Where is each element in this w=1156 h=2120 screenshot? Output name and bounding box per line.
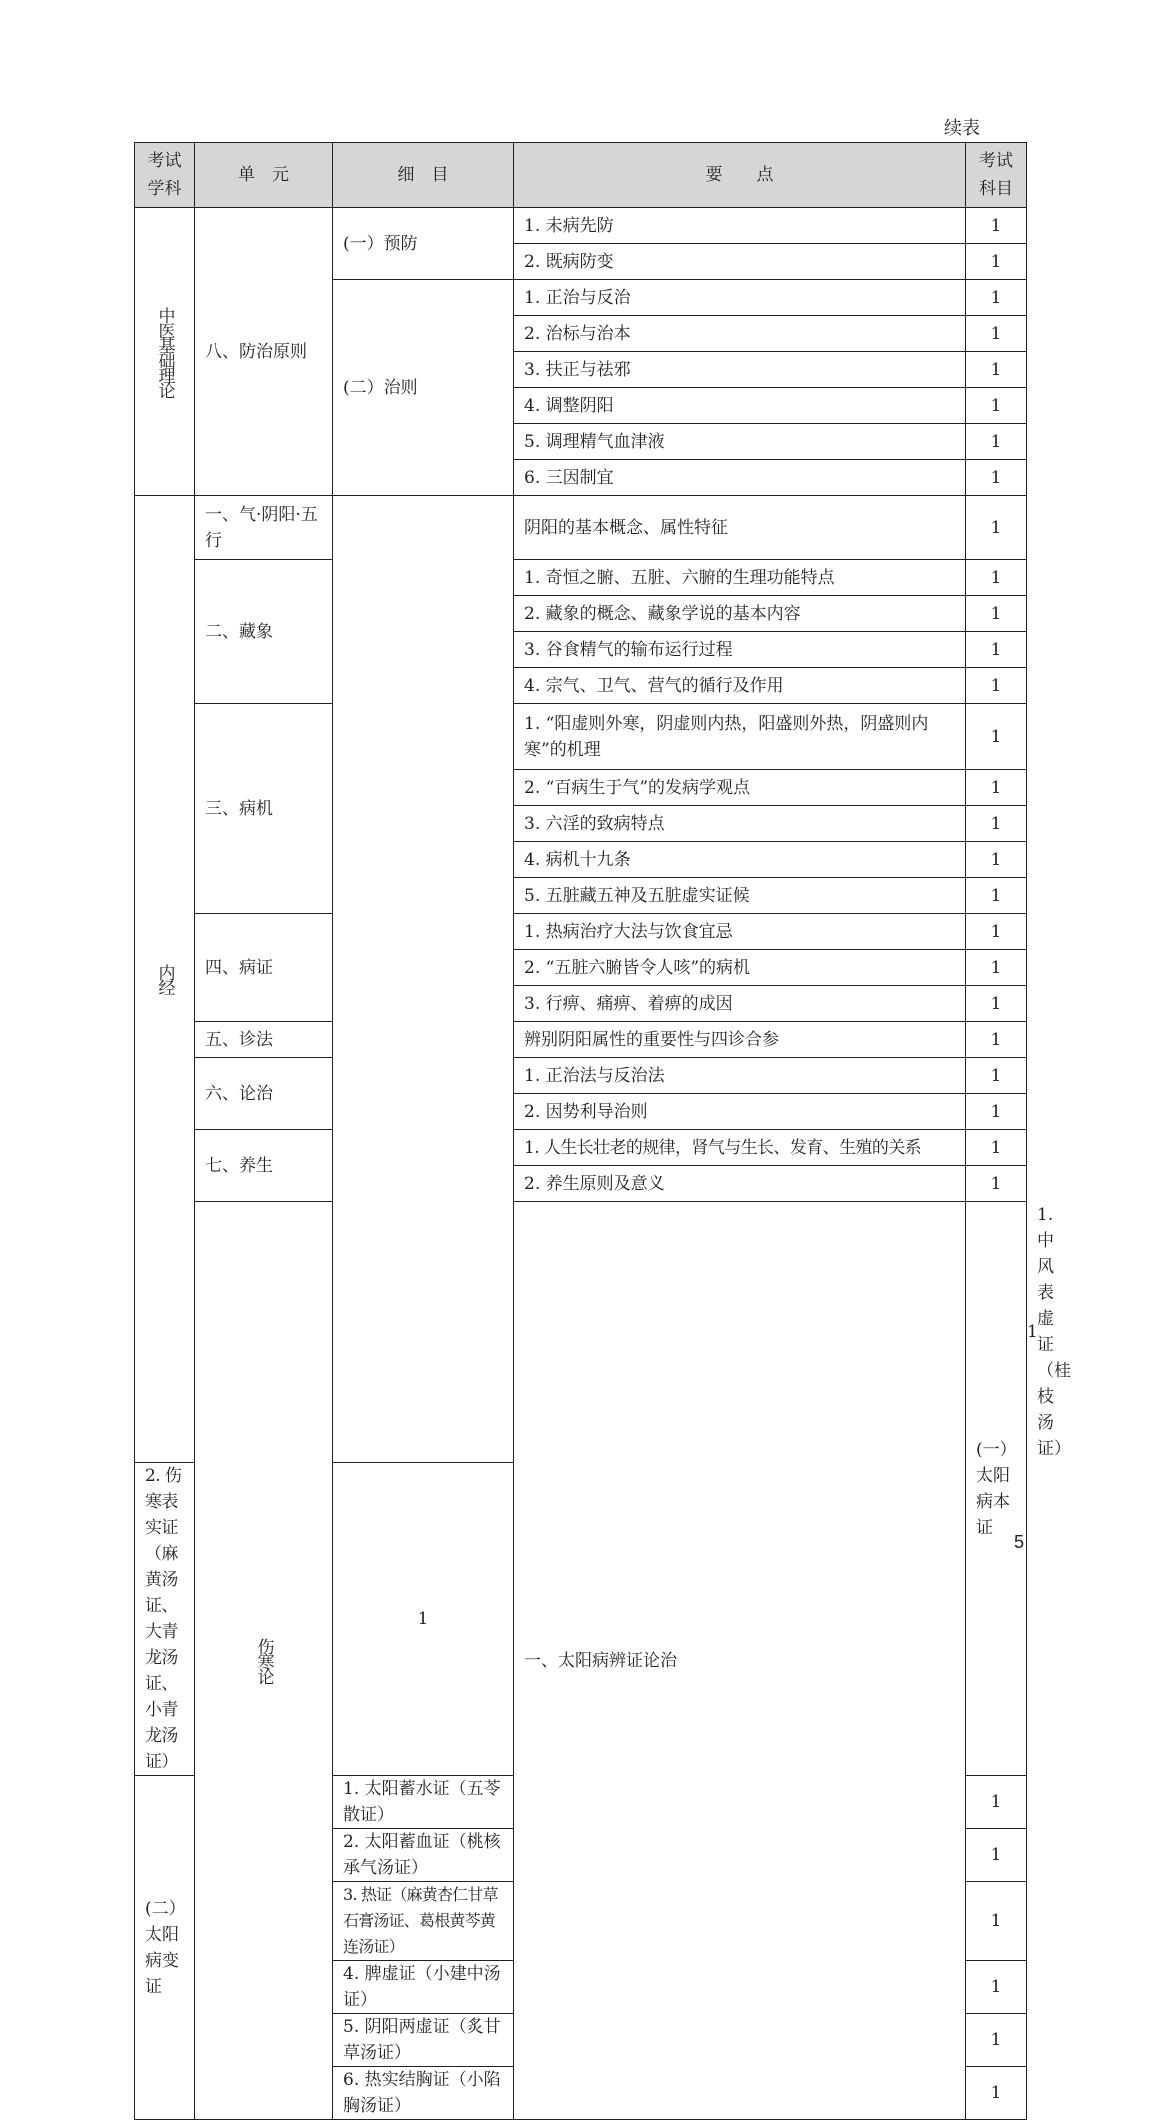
exam-cell: 1 [966,770,1027,806]
unit-cell: 五、诊法 [195,1022,333,1058]
point-cell: 2. “五脏六腑皆令人咳”的病机 [514,950,966,986]
point-cell: 6. 三因制宜 [514,460,966,496]
exam-cell: 1 [966,632,1027,668]
point-cell: 3. 行痹、痛痹、着痹的成因 [514,986,966,1022]
point-cell: 3. 扶正与祛邪 [514,352,966,388]
unit-cell: 六、论治 [195,1058,333,1130]
subject-cell: 伤寒论 [195,1202,333,2120]
page-number: 5 [1014,1532,1025,1552]
detail-cell: (一）太阳病本证 [966,1202,1027,1776]
table-row [135,208,1027,244]
unit-cell: 八、防治原则 [195,208,333,496]
exam-cell: 1 [966,950,1027,986]
point-cell: 阴阳的基本概念、属性特征 [514,496,966,560]
exam-cell: 1 [966,1058,1027,1094]
detail-cell: (二）治则 [333,280,514,496]
header-subject: 考试 学科 [135,143,195,208]
exam-cell: 1 [966,1961,1027,2014]
table-row [135,496,1027,560]
exam-cell: 1 [966,878,1027,914]
point-cell: 2. 太阳蓄血证（桃核承气汤证） [333,1829,514,1882]
exam-cell: 1 [966,1776,1027,1829]
point-cell: 辨别阴阳属性的重要性与四诊合参 [514,1022,966,1058]
exam-cell: 1 [966,2014,1027,2067]
table-row [135,1130,1027,1166]
table-row: 伤寒论 一、太阳病辨证论治 (一）太阳病本证 1. 中风表虚证（桂枝汤证） 1 [135,1202,1027,1463]
point-cell: 1. 热病治疗大法与饮食宜忌 [514,914,966,950]
exam-cell: 1 [966,986,1027,1022]
point-cell: 3. 谷食精气的输布运行过程 [514,632,966,668]
table-row [135,704,1027,770]
detail-cell: (一）预防 [333,208,514,280]
exam-cell: 1 [966,2067,1027,2120]
syllabus-table [134,142,1071,2120]
point-cell: 2. 因势利导治则 [514,1094,966,1130]
detail-cell-empty [333,496,514,1463]
point-cell: 5. 调理精气血津液 [514,424,966,460]
exam-cell: 1 [966,806,1027,842]
exam-cell: 1 [966,280,1027,316]
unit-cell: 七、养生 [195,1130,333,1202]
point-cell: 3. 热证（麻黄杏仁甘草石膏汤证、葛根黄芩黄连汤证） [333,1882,514,1961]
exam-cell: 1 [966,496,1027,560]
point-cell: 1. “阳虚则外寒，阴虚则内热，阳盛则外热，阴盛则内寒”的机理 [514,704,966,770]
header-detail: 细 目 [333,143,514,208]
exam-cell: 1 [966,1882,1027,1961]
point-cell: 1. 奇恒之腑、五脏、六腑的生理功能特点 [514,560,966,596]
exam-cell: 1 [966,460,1027,496]
table-header-row [135,143,1027,208]
point-cell: 6. 热实结胸证（小陷胸汤证） [333,2067,514,2120]
point-cell: 2. 伤寒表实证（麻黄汤证、大青龙汤证、小青龙汤证） [135,1463,195,1776]
subject-cell: 内经 [135,496,195,1463]
point-cell: 1. 人生长壮老的规律，肾气与生长、发育、生殖的关系 [514,1130,966,1166]
point-cell: 1. 太阳蓄水证（五苓散证） [333,1776,514,1829]
exam-cell: 1 [966,842,1027,878]
unit-cell: 二、藏象 [195,560,333,704]
unit-cell: 三、病机 [195,704,333,914]
point-cell: 5. 五脏藏五神及五脏虚实证候 [514,878,966,914]
exam-cell: 1 [966,1094,1027,1130]
exam-cell: 1 [966,1022,1027,1058]
point-cell: 4. 病机十九条 [514,842,966,878]
point-cell: 2. 既病防变 [514,244,966,280]
point-cell: 2. 治标与治本 [514,316,966,352]
exam-cell: 1 [966,388,1027,424]
exam-cell: 1 [966,208,1027,244]
point-cell: 2. 藏象的概念、藏象学说的基本内容 [514,596,966,632]
exam-cell: 1 [966,1829,1027,1882]
header-unit: 单 元 [195,143,333,208]
unit-cell: 一、太阳病辨证论治 [514,1202,966,2120]
point-cell: 4. 脾虚证（小建中汤证） [333,1961,514,2014]
detail-cell: (二）太阳病变证 [135,1776,195,2120]
point-cell: 4. 宗气、卫气、营气的循行及作用 [514,668,966,704]
header-points: 要 点 [514,143,966,208]
table-row [135,1058,1027,1094]
exam-cell: 1 [966,560,1027,596]
point-cell: 3. 六淫的致病特点 [514,806,966,842]
exam-cell: 1 [966,668,1027,704]
exam-cell: 1 [966,596,1027,632]
exam-cell: 1 [966,914,1027,950]
point-cell: 4. 调整阴阳 [514,388,966,424]
point-cell: 1. 正治法与反治法 [514,1058,966,1094]
subject-cell: 中医基础理论 [135,208,195,496]
point-cell: 1. 未病先防 [514,208,966,244]
exam-cell: 1 [333,1463,514,1776]
point-cell: 2. “百病生于气”的发病学观点 [514,770,966,806]
table-row [135,914,1027,950]
header-exam: 考试 科目 [966,143,1027,208]
table-row [135,1022,1027,1058]
exam-cell: 1 [966,1166,1027,1202]
exam-cell: 1 [966,424,1027,460]
exam-cell: 1 [966,352,1027,388]
table-row [135,560,1027,596]
point-cell: 5. 阴阳两虚证（炙甘草汤证） [333,2014,514,2067]
unit-cell: 一、气·阴阳·五行 [195,496,333,560]
unit-cell: 四、病证 [195,914,333,1022]
point-cell: 1. 正治与反治 [514,280,966,316]
continuation-label: 续表 [944,118,980,139]
exam-cell: 1 [966,316,1027,352]
exam-cell: 1 [966,704,1027,770]
point-cell: 2. 养生原则及意义 [514,1166,966,1202]
exam-cell: 1 [966,244,1027,280]
exam-cell: 1 [966,1130,1027,1166]
